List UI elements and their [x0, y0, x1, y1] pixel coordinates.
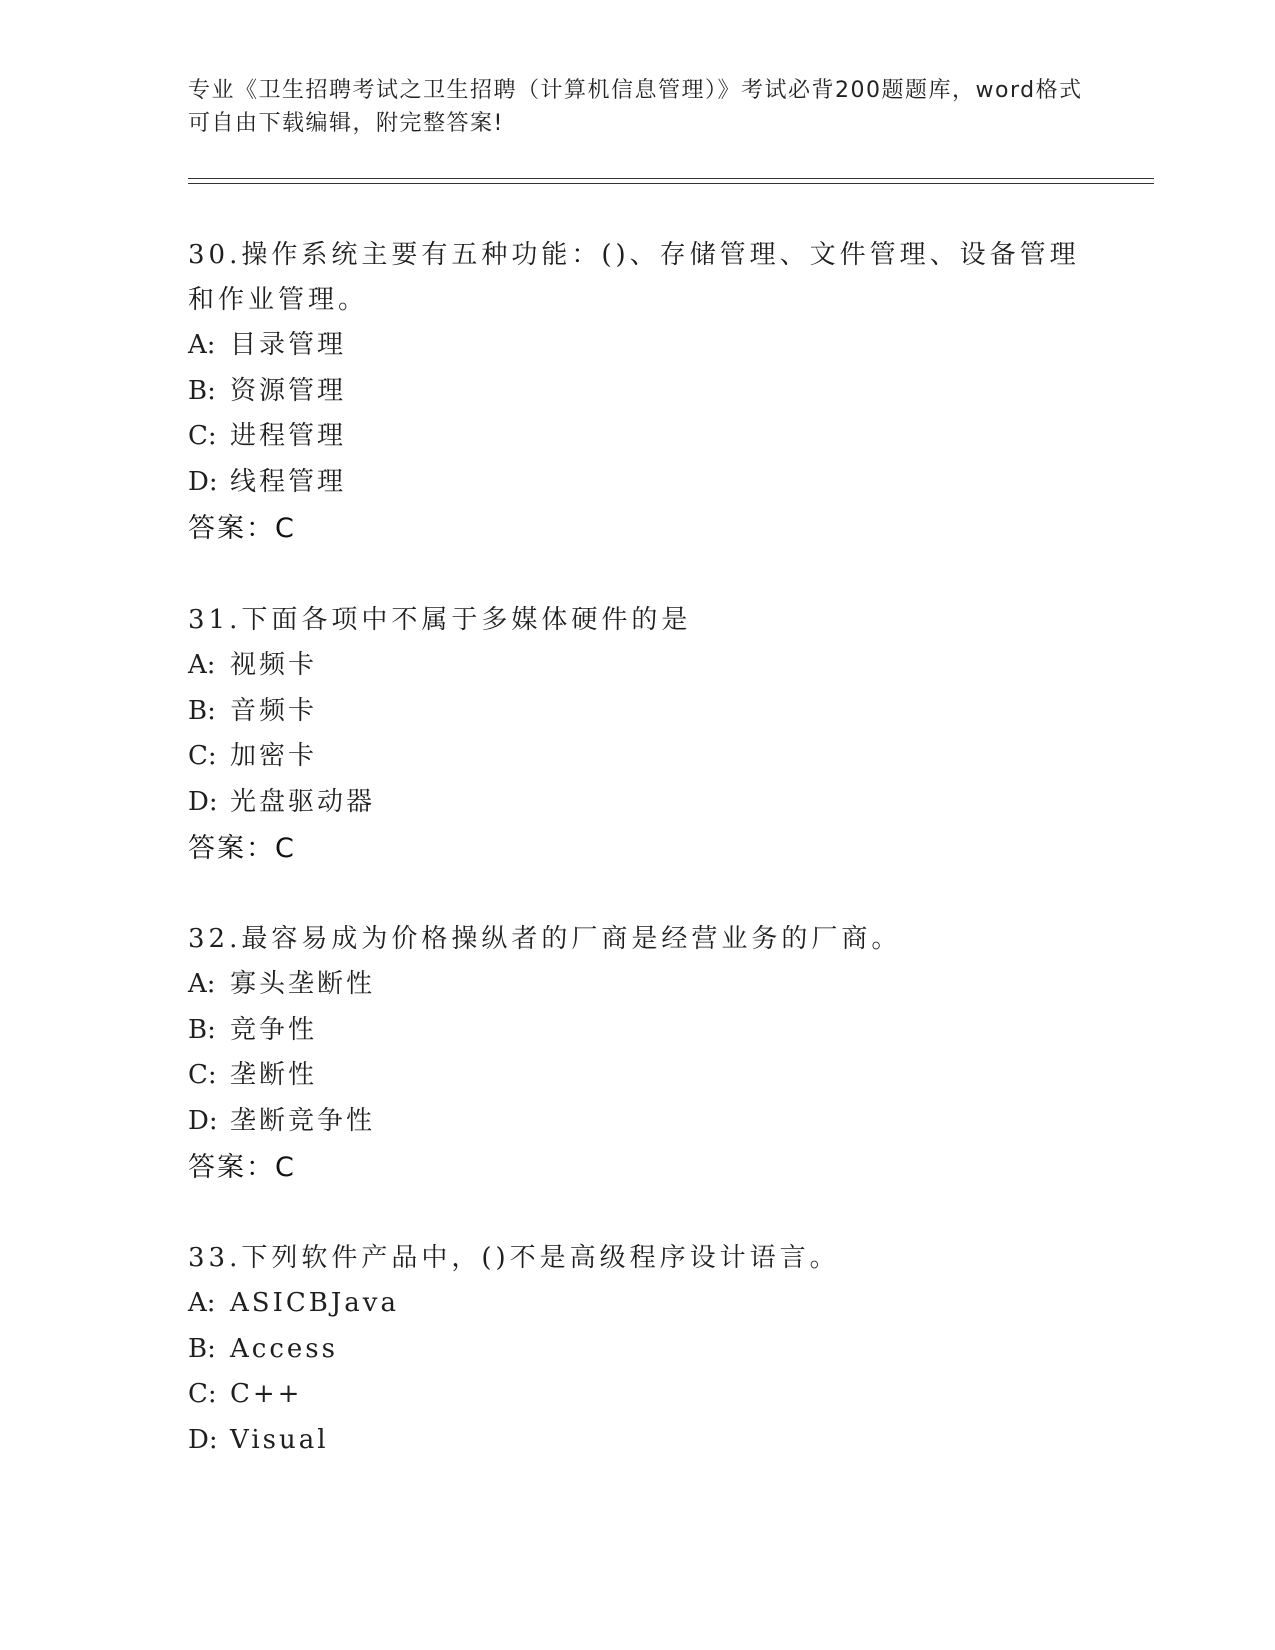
option-letter: C: [188, 421, 217, 451]
option-letter: A: [188, 330, 216, 360]
question-text: 32.最容易成为价格操纵者的厂商是经营业务的厂商。 [188, 924, 902, 954]
option-c [188, 414, 1088, 460]
option-b [188, 1327, 1088, 1373]
option-c [188, 1053, 1088, 1099]
option-text: 音频卡 [230, 695, 318, 726]
option-letter: A: [188, 650, 216, 680]
option-a [188, 1281, 1088, 1327]
option-letter: B: [188, 1014, 216, 1045]
question-32 [188, 917, 1088, 1191]
option-text: 垄断竞争性 [230, 1105, 376, 1136]
option-b [188, 369, 1088, 415]
option-text: 目录管理 [230, 330, 347, 360]
option-text: ASICBJava [230, 1288, 399, 1318]
question-30 [188, 233, 1088, 552]
option-text: C++ [230, 1379, 303, 1409]
question-text: 33.下列软件产品中，()不是高级程序设计语言。 [188, 1243, 840, 1273]
option-d [188, 1099, 1088, 1145]
option-letter: C: [188, 741, 217, 771]
option-text: 寡头垄断性 [230, 969, 376, 999]
option-d [188, 460, 1088, 506]
option-text: 资源管理 [230, 375, 347, 406]
option-b [188, 689, 1088, 735]
option-text: 加密卡 [230, 741, 318, 771]
option-a [188, 323, 1088, 369]
option-letter: D: [188, 1105, 218, 1136]
question-text: 31.下面各项中不属于多媒体硬件的是 [188, 605, 692, 635]
option-letter: A: [188, 1288, 216, 1318]
option-d [188, 1418, 1088, 1464]
option-text: Visual [230, 1424, 329, 1455]
option-a [188, 962, 1088, 1008]
question-text: 30.操作系统主要有五种功能：()、存储管理、文件管理、设备管理和作业管理。 [188, 240, 1080, 315]
document-header: 专业《卫生招聘考试之卫生招聘（计算机信息管理）》考试必背200题题库，word格式可自由下载编辑，附完整答案! [188, 78, 1083, 136]
option-c [188, 1372, 1088, 1418]
option-text: Access [230, 1333, 338, 1364]
answer-label: 答案：C [188, 833, 296, 864]
option-letter: B: [188, 695, 216, 726]
option-text: 线程管理 [230, 466, 347, 497]
option-text: 进程管理 [230, 421, 347, 451]
option-d [188, 780, 1088, 826]
header-divider-bottom [188, 183, 1154, 184]
option-c [188, 734, 1088, 780]
option-a [188, 643, 1088, 689]
option-letter: C: [188, 1060, 217, 1090]
option-letter: B: [188, 375, 216, 406]
header-divider-top [188, 178, 1154, 179]
question-33 [188, 1236, 1088, 1463]
answer-label: 答案：C [188, 1152, 296, 1183]
option-letter: D: [188, 466, 218, 497]
option-text: 光盘驱动器 [230, 786, 376, 817]
question-31 [188, 598, 1088, 872]
option-text: 垄断性 [230, 1060, 318, 1090]
option-letter: B: [188, 1333, 216, 1364]
option-text: 视频卡 [230, 650, 318, 680]
option-letter: D: [188, 786, 218, 817]
option-b [188, 1008, 1088, 1054]
option-letter: C: [188, 1379, 217, 1409]
answer-label: 答案：C [188, 513, 296, 544]
option-letter: A: [188, 969, 216, 999]
option-text: 竞争性 [230, 1014, 318, 1045]
option-letter: D: [188, 1424, 218, 1455]
